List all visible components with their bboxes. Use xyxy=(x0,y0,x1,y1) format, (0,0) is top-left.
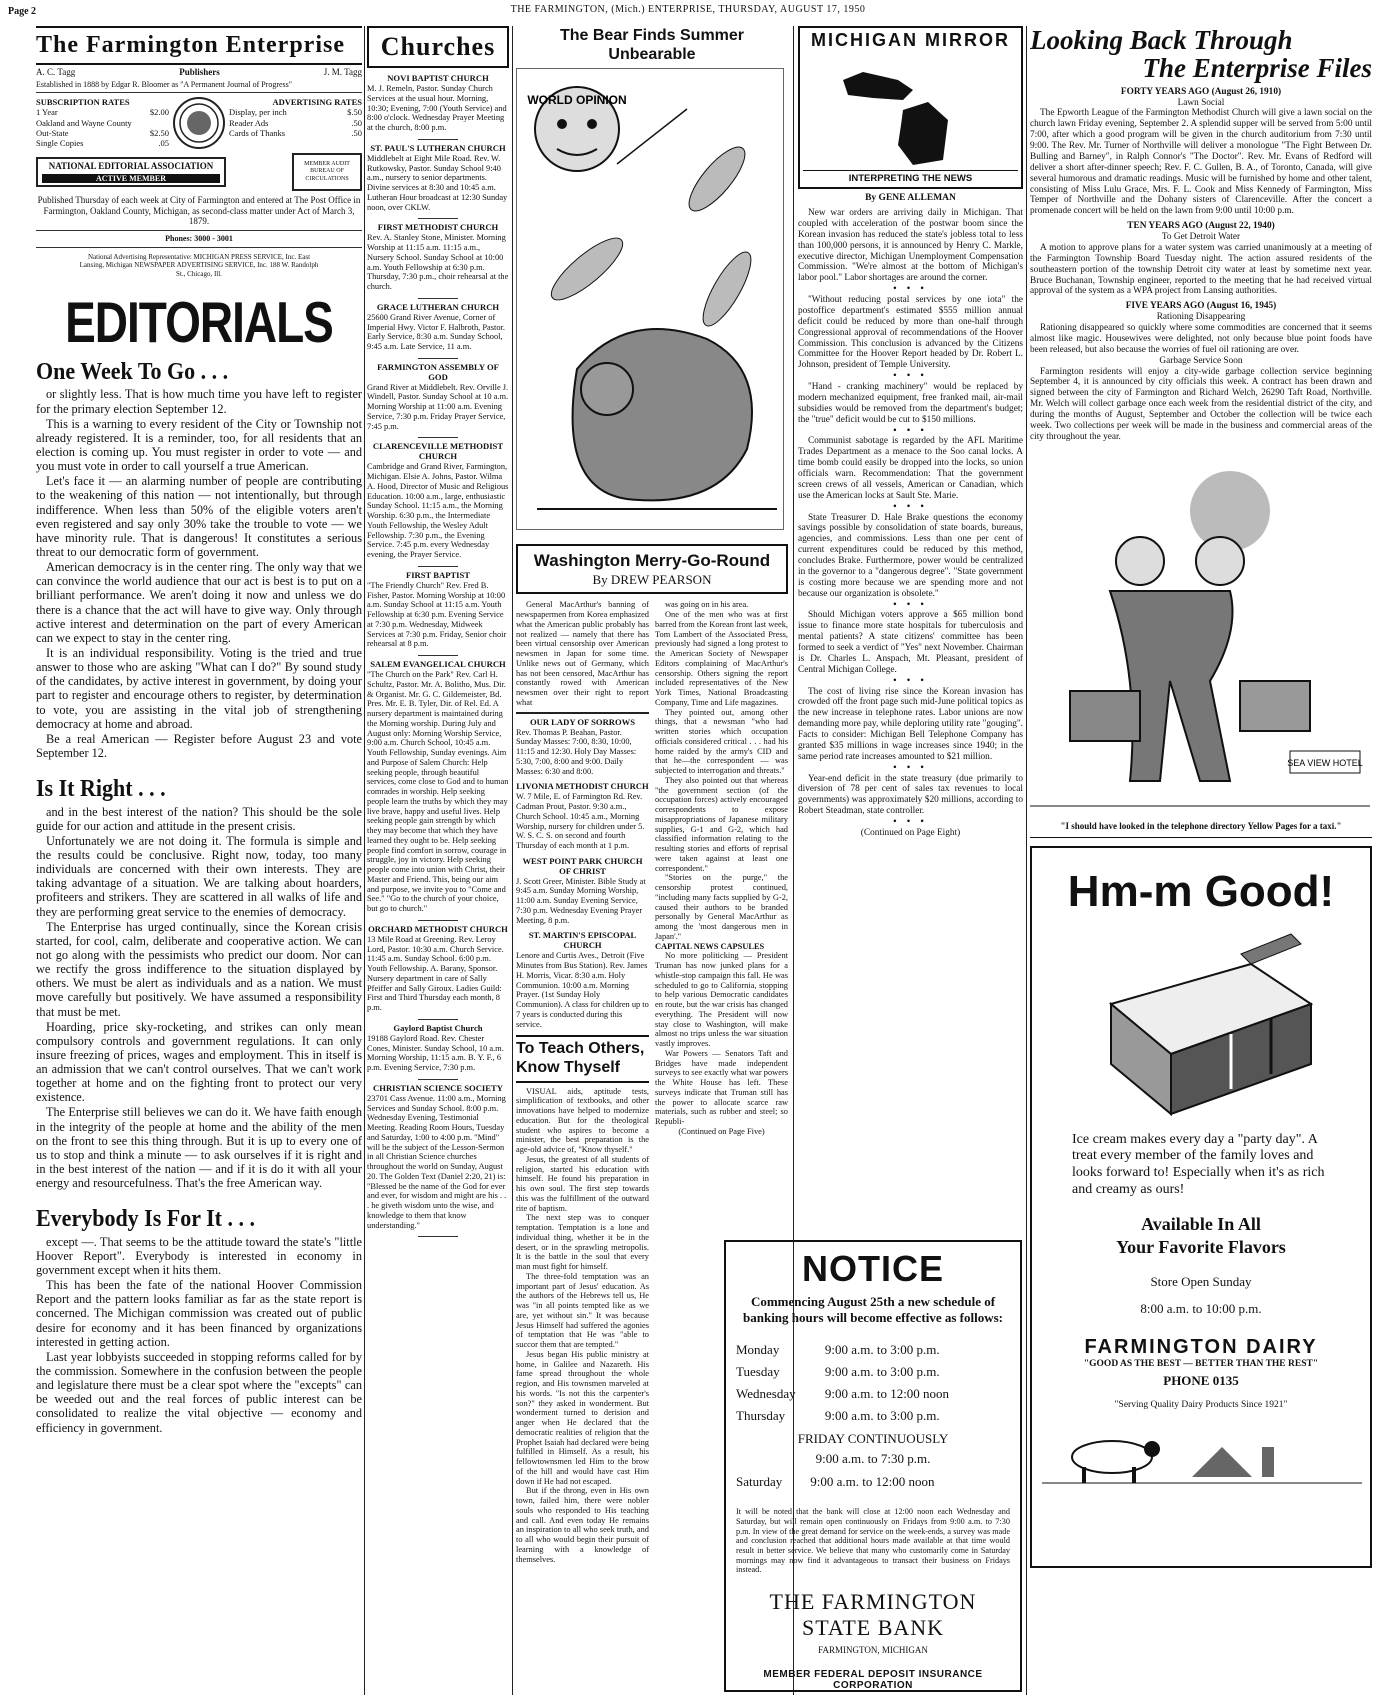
column-paragraph: One of the men who was at first barred from the Korean front last week, Tom Lambert of the Associated Press, previously had signed a long protest to the American Society of Newspaper Editors complaining of MacArthur's censorship. Others signing the report included representatives of the New York Times, National Broadcasting Company, Time and Life magazines. xyxy=(655,610,788,707)
publisher-right: J. M. Tagg xyxy=(323,66,362,77)
looking-back-text: The Epworth League of the Farmington Methodist Church will give a lawn social on the church lawn Friday evening, September 2. A splendid supper will be served from 5:00 until 7:00, after which a good program will be given in the church auditorium from 7:30 until 9:00. The Rev. Mr. Turner of Northville will deliver a monologue "The Fight Between Dr. Bulling and Barney", in Ralph Connor's "The Doctor". Rev. Mr. Evans of Redford will deliver a short after-dinner speech; Rev. F. C. Gullen, B. A., of Toronto, Canada, will give several humorous and dramatic readings. Music will be furnished by home and other talent, consisting of Miss Lulu Grace, Mrs. F. L. Cook and Miss Kennedy of Farmington, Miss Temper of Northville and the Dohany sisters of Clarenceville. After the concert a promenade concert will be held on the lawn from 9:00 until 10:00 p.m. xyxy=(1030,108,1372,217)
looking-back-column xyxy=(1030,26,1372,1697)
rate-label: Display, per inch xyxy=(229,107,287,118)
church-listing xyxy=(367,223,509,291)
church-details: 23701 Cass Avenue. 11:00 a.m., Morning Services and Sunday School. 8:00 p.m. Wednesday Evening, Testimonial Meeting. Reading Room Hours, Tuesday and Saturday, 1:00 to 4:00 p.m. "Mind" will be the subject of the Lesson-Sermon in all Christian Science churches throughout the world on Sunday, August 20. The Golden Text (Daniel 2:20, 21) is: "Blessed be the name of the God for ever and ever, for wisdom and might are his . . . he giveth wisdom unto the wise, and knowledge to them that know understanding." xyxy=(367,1093,507,1230)
church-listing xyxy=(516,857,649,926)
church-listing xyxy=(367,442,509,559)
notice-fine-print: It will be noted that the bank will close at 12:00 noon each Wednesday and Saturday, but will remain open continuously on Fridays from 9:00 a.m. to 7:30 p.m. In view of the great demand for service on the week-ends, a survey was made and conclusion reached that additional hours made available at that time would result in better service. We believe that many who customarily come in Saturday mornings may now find it advantageous to transact their business on Fridays instead. xyxy=(736,1507,1010,1575)
abc-badge: MEMBER AUDIT BUREAU OF CIRCULATIONS xyxy=(292,153,362,191)
editorial-paragraph: American democracy is in the center ring. The only way that we can convince the world audience that our act is best is to put on a brilliant performance. We aren't doing it now and unless we do there is a chance that the act will have to give way. Only through active interest and determination on the part of every American can we expect to stay in the center ring. xyxy=(36,560,362,645)
hours-row xyxy=(736,1361,1010,1383)
church-name: FARMINGTON ASSEMBLY OF GOD xyxy=(377,361,499,382)
teach-paragraph: Jesus, the greatest of all students of religion, started his education with himself. He found his preparation in his own soul. The first step towards this was the fulfillment of the outward rite of baptism. xyxy=(516,1154,649,1213)
separator-dots: • • • xyxy=(893,371,928,382)
editorial-article xyxy=(36,357,362,760)
church-name: LIVONIA METHODIST CHURCH xyxy=(516,781,649,792)
merry-go-round-byline: By DREW PEARSON xyxy=(592,571,712,587)
friday-line: FRIDAY CONTINUOUSLY xyxy=(797,1431,949,1447)
church-name: SALEM EVANGELICAL CHURCH xyxy=(370,659,506,670)
publication-notice: Published Thursday of each week at City of Farmington and entered at The Post Office in Farmington, Oakland County, Michigan, as second-class matter under Act of March 3, 1879. xyxy=(37,194,361,227)
church-details: M. J. Remeln, Pastor. Sunday Church Services at the usual hour. Morning, 10:30; Evening, 7:00 (Youth Service) and 8:00 o'clock. Wednesday Prayer Meeting at the church, 8:00 p.m. xyxy=(367,84,507,133)
day-hours: 9:00 a.m. to 3:00 p.m. xyxy=(824,1364,940,1380)
hours-row xyxy=(736,1339,1010,1361)
divider xyxy=(418,920,458,921)
editorial-body xyxy=(36,1235,362,1435)
day-label: Monday xyxy=(736,1342,780,1358)
editorial-title: One Week To Go . . . xyxy=(36,357,229,385)
friday-hours: 9:00 a.m. to 7:30 p.m. xyxy=(815,1451,931,1467)
divider xyxy=(418,1079,458,1080)
teach-paragraph: The next step was to conquer temptation. Temptation is a lone and individual thing, whether it be in the desert, or in the sprawling metropolis. It is the battle in the soul that every man must fight for himself. xyxy=(516,1213,649,1272)
looking-back-heading: TEN YEARS AGO (August 22, 1940) xyxy=(1127,221,1275,232)
dairy-since: "Serving Quality Dairy Products Since 1921" xyxy=(1114,1399,1288,1410)
church-name: CLARENCEVILLE METHODIST CHURCH xyxy=(372,441,504,462)
church-name: WEST POINT PARK CHURCH OF CHRIST xyxy=(522,855,643,876)
page-header xyxy=(0,0,1376,22)
bank-name: THE FARMINGTON STATE BANK xyxy=(769,1588,977,1640)
rate-value: $2.50 xyxy=(149,127,169,138)
established-line: Established in 1888 by Edgar R. Bloomer as "A Permanent Journal of Progress" xyxy=(36,79,293,89)
sea-view-sign: SEA VIEW HOTEL xyxy=(1287,757,1363,768)
nea-text: NATIONAL EDITORIAL ASSOCIATION xyxy=(48,160,214,171)
subscription-row xyxy=(36,118,169,128)
teach-paragraph: Jesus began His public ministry at home, in Galilee and Nazareth. His fame spread throughout the whole region, and His townsmen marveled at his words. "Is not this the carpenter's son?" they asked in wonderment. But wonderment turned to derision and anger when He declared that the democratic realities of religion that the Prophet Isaiah had declared were being fulfilled in Himself. As a result, his fellowtownsmen led Him to the brow of the hill and would have cast Him down if He had not escaped. xyxy=(516,1349,649,1486)
church-details: 19188 Gaylord Road. Rev. Chester Cones, Minister. Sunday School, 10 a.m. Morning Worship, 11:15 a.m. B. Y. F., 6 p.m. Evening Service, 7:30 p.m. xyxy=(367,1033,504,1073)
editorial-column xyxy=(36,26,362,1697)
dairy-phone: PHONE 0135 xyxy=(1163,1372,1239,1388)
merry-go-round-header xyxy=(516,544,788,594)
editorial-paragraph: This is a warning to every resident of the City or Township not already registered. It is a reminder, too, for all residents that an election is coming up. You must register in order to vote — and you must vote in order to call yourself a true American. xyxy=(36,416,362,474)
editorial-body xyxy=(36,805,362,1191)
rate-value: $.50 xyxy=(347,107,362,118)
looking-back-subhead: Lawn Social xyxy=(1177,97,1225,108)
dairy-name: FARMINGTON DAIRY xyxy=(1084,1336,1318,1359)
editorial-paragraph: This has been the fate of the national Hoover Commission Report and the pattern looks familiar as far as the state report is concerned. The Michigan commission was created out of public desire for economy and it has been financed by organizations interested in getting action. xyxy=(36,1278,362,1349)
church-details: 13 Mile Road at Greening. Rev. Leroy Lord, Pastor. 10:30 a.m. Church Service. 11:45 a.m. Sunday School. 6:00 p.m. Youth Fellowship. A. Barany, Sponsor. Nursery department in care of Sally Pfeiffer and Sally Giroux. Ladies Guild: First and Third Thursday each month, 8 p.m. xyxy=(367,934,504,1013)
editorial-paragraph: The Enterprise has urged continually, since the Korean crisis started, for cool, calm, deliberate and cooperative action. We can not go along with the pessimists who predict our doom. Nor can we rectify the gross indifference to the situation displayed by others. We must be alert as individuals and as a nation. We must move carefully but positively. We have assumed a responsibility that must be met. xyxy=(36,919,362,1019)
mirror-paragraph: Communist sabotage is regarded by the AFL Maritime Trades Department as a menace to the Soo canal locks. A time bomb could easily be dropped into the locks, so union officials warn. Recommendation: That the government screen crews of all vessels, American or Canadian, which use the American locks at Sault Ste. Marie. xyxy=(798,436,1023,501)
editorial-article xyxy=(36,774,362,1190)
church-listing xyxy=(367,74,509,133)
bank-location: FARMINGTON, MICHIGAN xyxy=(818,1644,928,1655)
day-hours: 9:00 a.m. to 3:00 p.m. xyxy=(824,1408,940,1424)
column-rule xyxy=(512,26,513,1695)
editorial-title: Everybody Is For It . . . xyxy=(36,1204,255,1232)
mirror-paragraph: State Treasurer D. Hale Brake questions the economy savings possible by consolidation of state boards, bureaus, agencies, and commissions. Less than one per cent of current expenditures could be reduced by this method, concludes Brake. Furthermore, power would be centralized in the governor to a "dangerous degree". "State government is costing more because we are spending more and not because our organization is obsolete." xyxy=(798,512,1023,599)
rate-value: $2.00 xyxy=(149,107,169,118)
cartoon-title: The Bear Finds Summer Unbearable xyxy=(559,27,745,64)
advertising-label: ADVERTISING RATES xyxy=(272,97,362,108)
editorial-paragraph: Unfortunately we are not doing it. The formula is simple and the results could be conclusive. Right now, today, too many individuals are concerned with their own interests. They are taking advantage of a situation. We are talking about hoarders, profiteers and strikers. They are scattered in all walks of life and they are performing great service to the enemies of democracy. xyxy=(36,833,362,919)
rates-block xyxy=(36,97,362,149)
church-details: J. Scott Greer, Minister. Bible Study at 9:45 a.m. Sunday Morning Worship, 11:00 a.m. Sunday Evening Service, 7:30 p.m. Wednesday Evening Prayer Meeting, 8 p.m. xyxy=(516,876,646,925)
rate-value: .50 xyxy=(351,127,362,138)
church-name: ST. PAUL'S LUTHERAN CHURCH xyxy=(370,142,506,153)
teach-paragraph: VISUAL aids, aptitude tests, simplification of textbooks, and other innovations have helped to modernize education. But for the theological student who aspires to become a minister, the best preparation is the age-old advice of, "Know thyself." xyxy=(516,1086,649,1155)
church-name: CHRISTIAN SCIENCE SOCIETY xyxy=(373,1082,503,1093)
looking-back-item xyxy=(1030,87,1372,218)
church-listing xyxy=(367,363,509,432)
day-label: Saturday xyxy=(736,1474,783,1490)
cow-farm-icon xyxy=(1042,1417,1362,1487)
column-paragraph: was going on in his area. xyxy=(665,600,749,610)
editorials-heading: EDITORIALS xyxy=(65,289,333,355)
store-open-line: Store Open Sunday xyxy=(1150,1273,1252,1289)
cartoon-caption: "I should have looked in the telephone directory Yellow Pages for a taxi." xyxy=(1030,821,1372,839)
mirror-paragraph: Year-end deficit in the state treasury (due primarily to diversion of 78 per cent of sales tax revenues to local governments) was approximately $20 millions, according to Robert Steadman, state controller. xyxy=(798,773,1023,817)
church-listing xyxy=(516,782,649,850)
teach-title: To Teach Others, Know Thyself xyxy=(516,1035,649,1082)
editorial-paragraph: Let's face it — an alarming number of people are contributing to the weakening of this nation — not intentionally, but through indifference. When less than 50% of the eligible voters aren't even registered and say only 30% take the trouble to vote — we have minority rule. That is dangerous! It constitutes a serious threat to our democratic form of government. xyxy=(36,474,362,560)
looking-back-title-1: Looking Back Through xyxy=(1030,26,1293,55)
church-name: NOVI BAPTIST CHURCH xyxy=(387,73,489,84)
subscription-row xyxy=(36,128,169,138)
taxi-cartoon xyxy=(1030,451,1370,821)
ad-representative: National Advertising Representative: MICHIGAN PRESS SERVICE, Inc. East Lansing, Michigan NEWSPAPER ADVERTISING SERVICE, Inc. 188 W. Randolph St., Chicago, Ill. xyxy=(79,252,319,278)
church-listing xyxy=(367,1024,509,1073)
day-label: Tuesday xyxy=(736,1364,780,1380)
church-name: FIRST BAPTIST xyxy=(405,569,471,580)
banking-hours-table xyxy=(736,1339,1010,1427)
divider xyxy=(418,437,458,438)
church-listing xyxy=(516,718,649,777)
availability-line-2: Your Favorite Flavors xyxy=(1116,1237,1286,1258)
looking-back-title xyxy=(1030,26,1372,83)
subscription-row xyxy=(36,138,169,148)
looking-back-item xyxy=(1030,356,1372,443)
mirror-paragraph: Should Michigan voters approve a $65 million bond issue to finance more state hospitals for tuberculosis and mental patients? A state citizens' committee has been formed to seek a verdict of "Yes" next November. Chairman is Dr. Charles L. Anspach, Mt. Pleasant, president of Central Michigan College. xyxy=(798,610,1023,675)
divider xyxy=(418,218,458,219)
editorial-body xyxy=(36,387,362,760)
editorial-title: Is It Right . . . xyxy=(36,774,166,802)
church-name: ST. MARTIN'S EPISCOPAL CHURCH xyxy=(528,930,637,951)
editorial-paragraph: It is an individual responsibility. Voting is the tried and true answer to those who are asking "What can I do?" By sound study of the candidates, by active interest in government, by doing your part to register and encourage others to register, by determination to vote, you are assisting in the vital job of strengthening democracy at home and abroad. xyxy=(36,646,362,731)
mirror-byline: By GENE ALLEMAN xyxy=(865,193,956,203)
notice-title: NOTICE xyxy=(801,1248,944,1289)
divider xyxy=(418,1019,458,1020)
separator-dots: • • • xyxy=(893,425,928,436)
column-rule xyxy=(1026,26,1027,1695)
capsule-paragraph: No more politicking — President Truman has now junked plans for a whistle-stop campaign this fall. He was scheduled to go to California, stopping to help various Democratic candidates en route, but the war crisis has changed everything. The President will now stay close to Washington, will make almost no trips unless the war situation vastly improves. xyxy=(655,951,788,1049)
separator-dots: • • • xyxy=(893,501,928,512)
mirror-paragraph: "Hand - cranking machinery" would be replaced by modern mechanized equipment, free franked mail, air-mail subsidies would be removed from the department's budget; the "true" deficit would be cut to $150 millions. xyxy=(798,382,1023,425)
looking-back-text: Rationing disappeared so quickly where some commodities are concerned that it seems almost like magic. Housewives were delighted, not only because blue point foods have been released, but also because the worries of fuel oil rationing are over. xyxy=(1030,323,1372,355)
store-hours: 8:00 a.m. to 10:00 p.m. xyxy=(1140,1300,1262,1316)
merry-go-round-title: Washington Merry-Go-Round xyxy=(533,551,771,571)
column-paragraph: They pointed out, among other things, that a newsman "who had written stories which occupation officials considered critical . . . had his home raided by the army's CID and that he—the correspondent — was subjected to interrogation and threats." xyxy=(655,707,788,776)
subscription-row xyxy=(36,107,169,117)
looking-back-heading: FIVE YEARS AGO (August 16, 1945) xyxy=(1125,301,1277,312)
church-listing xyxy=(367,144,509,212)
editorial-paragraph: Last year lobbyists succeeded in stopping reforms called for by the commission. Somewhere in the confusion between the people and legislature there must be a clear spot where the "excepts" can be weeded out and the real forces of public interest can be consolidated to realize the vital objective — economy and efficiency in government. xyxy=(36,1349,362,1435)
rate-label: Single Copies xyxy=(36,137,84,148)
rate-label: Out-State xyxy=(36,127,69,138)
rate-value: .50 xyxy=(351,117,362,128)
day-hours: 9:00 a.m. to 3:00 p.m. xyxy=(824,1342,940,1358)
rate-label: Oakland and Wayne County xyxy=(36,117,132,128)
nea-subtext: ACTIVE MEMBER xyxy=(42,174,220,184)
teach-paragraph: The three-fold temptation was an important part of Jesus' education. As the authors of the Hebrews tell us, He was "in all points tempted like as we are, yet without sin." It was because Jesus Himself had suffered the agonies of temptation that He was "able to succor them that are tempted." xyxy=(516,1271,649,1350)
ice-cream-brick-icon xyxy=(1051,924,1351,1124)
capsule-paragraph: War Powers — Senators Taft and Bridges have made independent surveys to see exactly what war powers the White House has left. These surveys indicate that Truman still has the power to allocate scarce raw materials, such as rubber and steel; so Republi- xyxy=(655,1048,788,1127)
looking-back-text: A motion to approve plans for a water system was carried unanimously at a meeting of the Farmington Township Board Tuesday night. The action assured residents of the southeastern portion of the township Detroit city water at least by sometime next year. Bruce Buchanan, Township engineer, reported to the meeting that he had received virtual approval of the system as a WPA project from Lansing authorities. xyxy=(1030,242,1372,297)
church-listing xyxy=(367,925,509,1013)
nea-badge xyxy=(36,157,226,187)
editorial-paragraph: The Enterprise still believes we can do it. We have faith enough in the integrity of the people at home and the ability of the men on the front to see this thing through. But it is up to every one of us to stop and think a minute — to ask ourselves if it is right and in the best interest of the nation — and if it is do it with all your energy and resourcefulness. That's the free American way. xyxy=(36,1105,362,1191)
capsules-heading: CAPITAL NEWS CAPSULES xyxy=(655,941,765,951)
church-name: GRACE LUTHERAN CHURCH xyxy=(376,301,500,312)
church-name: ORCHARD METHODIST CHURCH xyxy=(368,923,508,934)
advertising-row xyxy=(229,107,362,117)
church-details: Grand River at Middlebelt. Rev. Orville J. Windell, Pastor. Sunday School at 10 a.m. Morning Worship at 11:00 a.m. Evening Service, 7:30 p.m. Friday Prayer Service, 7:45 p.m. xyxy=(367,382,509,431)
column-paragraph: They also pointed out that whereas "the government section (of the occupation forces) actively encouraged correspondents to expose misappropriations of Japanese military supplies, G-1 and G-2, which had classified information relating to the resulting stories and efforts of reprisal were taken against at least one correspondent." xyxy=(655,775,788,873)
associations-row xyxy=(36,153,362,191)
hours-row xyxy=(736,1405,1010,1427)
divider xyxy=(418,298,458,299)
editorial-paragraph: or slightly less. That is how much time you have left to register for the primary election September 12. xyxy=(36,387,362,416)
hours-row xyxy=(736,1383,1010,1405)
michigan-map-icon xyxy=(803,50,1018,170)
separator-dots: • • • xyxy=(893,599,928,610)
church-details: Cambridge and Grand River, Farmington, Michigan. Elsie A. Johns, Pastor. Wilma A. Hood, Director of Music and Religious Education. 10:00 a.m., large, enthusiastic Sunday School. 11:15 a.m., the Morning Worship. 6:30 p.m., the Intermediate Youth Fellowship, the Wesley Adult Fellowship. 7:30 p.m., the Evening Service. 7:45 p.m. every Wednesday evening, the Prayer Service. xyxy=(367,462,509,560)
teach-paragraph: But if the throng, even in His own town, failed him, there were nobler souls who responded to His teaching and call. And even today He remains an inspiration to all who seek truth, and to all who would begin their pursuit of learning with a knowledge of themselves. xyxy=(516,1486,649,1564)
church-details: Rev. Thomas P. Beahan, Pastor. Sunday Masses: 7:00, 8:30, 10:00, 11:15 and 12:30. Holy Day Masses: 5:30, 7:00, 8:00 and 9:00. Daily Masses: 6:30 and 8:00. xyxy=(516,727,637,776)
mirror-paragraph: New war orders are arriving daily in Michigan. That coupled with acceleration of the postwar boom since the Korean invasion has reduced the state's jobless total to less than 100,000 persons, it is announced by Henry C. Markle, executive director, Michigan Unemployment Compensation Commission. "We're almost at the bottom of Michigan's labor pool." Labor shortages are around the corner. xyxy=(798,208,1023,284)
dairy-ad xyxy=(1030,846,1372,1568)
looking-back-item xyxy=(1030,221,1372,297)
column-paragraph: "Stories on the purge," the censorship protest continued, "including many facts supplied by G-2, caused their authors to be branded personally by General MacArthur as among the 'most dangerous men in Japan'." xyxy=(655,873,788,941)
divider xyxy=(418,139,458,140)
bank-notice xyxy=(724,1240,1022,1692)
church-listing xyxy=(367,303,509,352)
church-details: "The Friendly Church" Rev. Fred B. Fisher, Pastor. Morning Worship at 10:00 a.m. Sunday School at 11:15 a.m. Youth Fellowship at 6:30 p.m. Evening Service at 7:30 p.m. Wednesday, Midweek Services at 7:30 p.m. Friday, Senior choir rehearsal at 8 p.m. xyxy=(367,580,507,649)
separator-dots: • • • xyxy=(893,817,928,828)
church-name: OUR LADY OF SORROWS xyxy=(529,716,636,727)
column-paragraph: General MacArthur's banning of newspapermen from Korea emphasized what the American public probably has not realized — namely that there has been virtual censorship over American newsmen in Japan for some time. Unlike news out of Germany, which has not been censored, MacArthur has constantly rowed with American newsmen over their right to report what xyxy=(516,600,649,707)
publishers-label: Publishers xyxy=(179,66,220,77)
church-details: Lenore and Curtis Aves., Detroit (Five Minutes from Bus Station). Rev. James H. Morris, Vicar. 8:30 a.m. Holy Communion. 10:00 a.m. Morning Prayer. (1st Sunday Holy Communion). A class for children up to 7 years is conducted during this service. xyxy=(516,951,649,1029)
looking-back-title-2: The Enterprise Files xyxy=(1142,53,1372,84)
subscription-rates xyxy=(36,97,169,149)
dairy-slogan: "GOOD AS THE BEST — BETTER THAN THE REST" xyxy=(1083,1359,1319,1370)
michigan-mirror-title: MICHIGAN MIRROR xyxy=(811,30,1010,50)
mirror-continued: (Continued on Page Eight) xyxy=(860,827,961,838)
church-listing xyxy=(367,1084,509,1230)
fdic-line: MEMBER FEDERAL DEPOSIT INSURANCE CORPORATION xyxy=(763,1668,983,1691)
separator-dots: • • • xyxy=(893,762,928,773)
page-number: Page 2 xyxy=(8,6,37,17)
cartoon-label: WORLD OPINION xyxy=(527,93,627,108)
editorial-paragraph: Be a real American — Register before August 23 and vote September 12. xyxy=(36,731,362,760)
looking-back-subhead: Rationing Disappearing xyxy=(1156,312,1246,323)
day-label: Thursday xyxy=(736,1408,786,1424)
bear-cartoon-drawing xyxy=(517,69,784,530)
rate-label: Reader Ads xyxy=(229,117,269,128)
continued-line: (Continued on Page Five) xyxy=(678,1126,765,1136)
church-name: FIRST METHODIST CHURCH xyxy=(377,222,499,233)
church-details: W. 7 Mile, E. of Farmington Rd. Rev. Cadman Prout, Pastor. 9:30 a.m., Church School. 10:45 a.m., Morning Worship, nursery for children under 5. W. S. C. S. on second and fourth Thursday of each month at 1 p.m. xyxy=(516,792,645,851)
looking-back-subhead: To Get Detroit Water xyxy=(1161,232,1241,243)
dairy-availability xyxy=(1042,1213,1360,1260)
separator-dots: • • • xyxy=(893,675,928,686)
church-details: Middlebelt at Eight Mile Road. Rev. W. Rutkowsky, Pastor. Sunday School 9:40 a.m., nursery to senior departments. Divine services at 8:30 and 10:45 a.m. Lutheran Hour broadcast at 12:30 Sunday noon, over CKLW. xyxy=(367,153,508,212)
looking-back-text: Farmington residents will enjoy a city-wide garbage collection service beginning September 4, it is announced by city officials this week. A contract has been drawn and signed between the city of Farmington and Richard Welch, 26290 Taft Road, Northville. Mr. Welch will collect garbage once each week from the residential district of the city, and during the months of August, September and October the collection will be twice each week. Two collections per week will be made in the business and commercial areas of the city throughout the year. xyxy=(1030,366,1372,442)
notice-lead: Commencing August 25th a new schedule of banking hours will become effective as follows: xyxy=(743,1294,1003,1325)
dairy-headline: Hm-m Good! xyxy=(1067,867,1335,917)
churches-heading: Churches xyxy=(367,26,509,68)
day-hours: 9:00 a.m. to 12:00 noon xyxy=(810,1474,935,1490)
advertising-row xyxy=(229,128,362,138)
day-label: Wednesday xyxy=(736,1386,796,1402)
looking-back-subhead: Garbage Service Soon xyxy=(1159,355,1243,366)
editorial-article xyxy=(36,1204,362,1434)
availability-line-1: Available In All xyxy=(1141,1213,1261,1234)
publisher-left: A. C. Tagg xyxy=(36,66,76,77)
publishers-line xyxy=(36,67,362,78)
church-listing xyxy=(367,660,509,914)
subscription-label: SUBSCRIPTION RATES xyxy=(36,97,130,108)
church-listing xyxy=(367,571,509,649)
rate-label: 1 Year xyxy=(36,107,58,118)
divider xyxy=(418,655,458,656)
divider xyxy=(418,1236,458,1237)
editorial-paragraph: Hoarding, price sky-rocketing, and strikes can only mean compulsory controls and government regulations. It can only insure freezing of prices, wages and employment. This in itself is an admission that we can't control ourselves. That we can't work together at home and on the fighting front to protect our very existence. xyxy=(36,1019,362,1105)
mirror-paragraph: "Without reducing postal services by one iota" the postoffice department's estimated $555 million annual deficit could be reduced by more than one-half through Congressional approval of recommendations of the Hoover Commission. This conclusion is advanced by the Citizens Committee for the Hoover Report headed by Dr. Robert L. Johnson, president of Temple University. xyxy=(798,295,1023,371)
separator-dots: • • • xyxy=(893,284,928,295)
state-seal-icon xyxy=(173,97,225,149)
churches-column xyxy=(367,26,509,1697)
advertising-rates xyxy=(229,97,362,149)
church-details: Rev. A. Stanley Stone, Minister. Morning Worship at 11:15 a.m. 11:15 a.m., Nursery School. Sunday School at 10:00 a.m. Youth Fellowship at 6:30 p.m. Thursday, 7:30 p.m., choir rehearsal at the church. xyxy=(367,233,509,292)
rate-value: .05 xyxy=(158,137,169,148)
looking-back-heading: FORTY YEARS AGO (August 26, 1910) xyxy=(1120,86,1282,97)
advertising-row xyxy=(229,118,362,128)
looking-back-item xyxy=(1030,301,1372,355)
divider xyxy=(418,566,458,567)
masthead-line: THE FARMINGTON, (Mich.) ENTERPRISE, THURSDAY, AUGUST 17, 1950 xyxy=(510,4,866,15)
dairy-copy: Ice cream makes every day a "party day". A treat every member of the family loves and looks forward to! Especially when it's as rich and creamy as ours! xyxy=(1072,1131,1325,1198)
column-rule xyxy=(364,26,365,1695)
saturday-row xyxy=(736,1471,1010,1493)
divider xyxy=(418,358,458,359)
michigan-mirror-footer: INTERPRETING THE NEWS xyxy=(803,170,1018,184)
rate-label: Cards of Thanks xyxy=(229,127,286,138)
phones-line: Phones: 3000 - 3001 xyxy=(165,234,233,244)
paper-title: The Farmington Enterprise xyxy=(36,26,362,65)
church-details: 25600 Grand River Avenue, Corner of Imperial Hwy. Victor F. Halbroth, Pastor. Early Service, 8:30 a.m. Sunday School, 9:45 a.m. Late Service, 11 a.m. xyxy=(367,312,505,352)
editorial-paragraph: except —. That seems to be the attitude toward the state's "little Hoover Report". Everybody is interested in economy in government except when it hits them. xyxy=(36,1234,362,1277)
day-hours: 9:00 a.m. to 12:00 noon xyxy=(824,1386,950,1402)
editorial-paragraph: and in the best interest of the nation? This should be the sole guide for our action and attitude in the present crisis. xyxy=(36,804,362,833)
church-details: "The Church on the Park" Rev. Carl H. Schultz, Pastor. Mr. A. Bolitho, Mus. Dir. & Organist. Mr. G. C. Gildemeister, Bd. Pres. Mr. E. B. Tyler, Dir. of Rel. Ed. A nursery department is maintained during the Morning worship. During July and August only: Morning Worship Service, 9:00 a.m. Church School, 10:45 a.m. Youth Fellowship, Sunday evenings. Aim and Purpose of Salem Church: Help seeking people, through beautiful services, come close to God and to human comrades in worship. Help seeking people learn the truths by which they may live brave, happy and useful lives. Help seeking people gain strength by which they may become that which they have learned they ought to be. Help seeking people find comfort in sorrow, courage in struggle, joy in victory. Help seeking people come into union with Christ, their Master and Friend. This, being our aim and purpose, we invite you to "Come and See." "Go to the church of your choice, but go to church." xyxy=(367,670,509,914)
mirror-paragraph: The cost of living rise since the Korean invasion has crowded off the front page such mid-June political topics as the new increase in telephone rates. Labor unions are now demanding more pay, while deploring utility rate "gouging". Facts to consider: Michigan Bell Telephone Company has granted $35 millions in wage increases since 1940; in the same period rate increases amounted to $21 million. xyxy=(798,686,1023,762)
church-listing xyxy=(516,931,649,1029)
bear-cartoon xyxy=(516,68,784,530)
church-name: Gaylord Baptist Church xyxy=(393,1022,483,1033)
michigan-mirror-header xyxy=(798,26,1023,189)
